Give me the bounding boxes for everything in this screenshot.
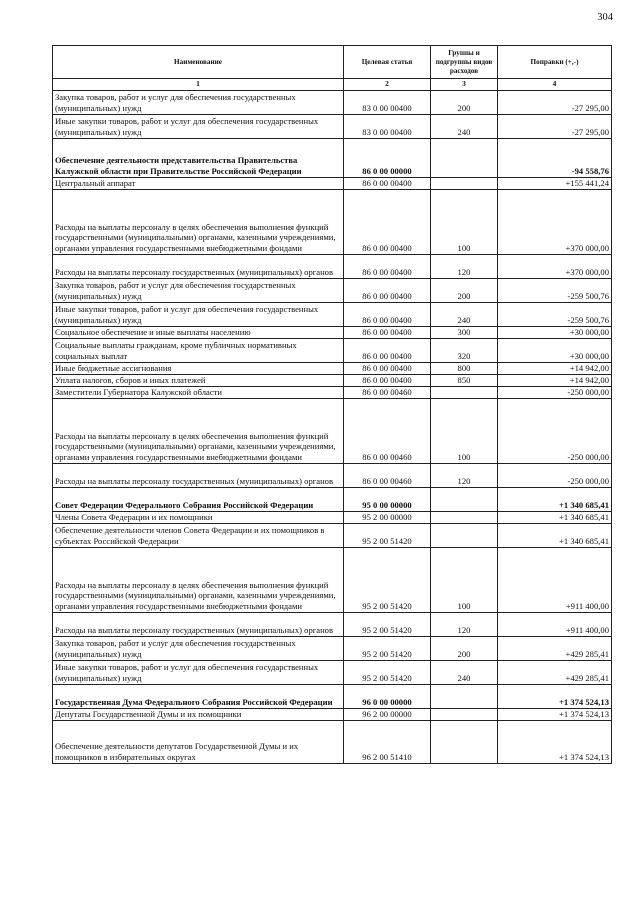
row-group-code: 320 bbox=[431, 338, 498, 362]
row-name: Расходы на выплаты персоналу в целях обеспечения выполнения функций государственными (муниципальными) органами, казенными учреждениями, органами управления государственными внебюджетными фондами bbox=[53, 547, 344, 612]
table-row bbox=[53, 302, 612, 326]
table-row bbox=[53, 547, 612, 612]
column-number-row bbox=[53, 79, 612, 91]
row-group-code: 240 bbox=[431, 660, 498, 684]
row-group-code: 120 bbox=[431, 254, 498, 278]
row-target-code: 86 0 00 00400 bbox=[344, 254, 431, 278]
column-number: 1 bbox=[53, 79, 344, 91]
row-name: Заместители Губернатора Калужской области bbox=[53, 386, 344, 398]
row-target-code: 95 2 00 00000 bbox=[344, 511, 431, 523]
row-group-code: 100 bbox=[431, 398, 498, 463]
row-target-code: 86 0 00 00400 bbox=[344, 374, 431, 386]
row-target-code: 96 2 00 00000 bbox=[344, 708, 431, 720]
budget-amendments-table bbox=[52, 45, 612, 764]
row-amount: +911 400,00 bbox=[498, 547, 612, 612]
table-row bbox=[53, 463, 612, 487]
table-row bbox=[53, 326, 612, 338]
row-target-code: 95 2 00 51420 bbox=[344, 523, 431, 547]
row-group-code bbox=[431, 386, 498, 398]
row-target-code: 86 0 00 00460 bbox=[344, 463, 431, 487]
table-row bbox=[53, 254, 612, 278]
table-row bbox=[53, 660, 612, 684]
row-amount: -250 000,00 bbox=[498, 398, 612, 463]
table-row bbox=[53, 177, 612, 189]
row-name: Депутаты Государственной Думы и их помощники bbox=[53, 708, 344, 720]
row-name: Иные закупки товаров, работ и услуг для обеспечения государственных (муниципальных) нужд bbox=[53, 302, 344, 326]
row-target-code: 86 0 00 00400 bbox=[344, 302, 431, 326]
header-row bbox=[53, 46, 612, 79]
header-target: Целевая статья bbox=[344, 46, 431, 79]
table-row bbox=[53, 612, 612, 636]
table-row bbox=[53, 114, 612, 138]
table-row bbox=[53, 278, 612, 302]
row-name: Иные закупки товаров, работ и услуг для обеспечения государственных (муниципальных) нужд bbox=[53, 660, 344, 684]
row-target-code: 86 0 00 00400 bbox=[344, 189, 431, 254]
row-amount: +155 441,24 bbox=[498, 177, 612, 189]
row-amount: -94 558,76 bbox=[498, 138, 612, 177]
table-row bbox=[53, 708, 612, 720]
row-group-code: 850 bbox=[431, 374, 498, 386]
row-amount: -259 500,76 bbox=[498, 278, 612, 302]
column-number: 3 bbox=[431, 79, 498, 91]
row-amount: -259 500,76 bbox=[498, 302, 612, 326]
row-target-code: 83 0 00 00400 bbox=[344, 90, 431, 114]
row-amount: +1 374 524,13 bbox=[498, 708, 612, 720]
row-target-code: 86 0 00 00400 bbox=[344, 338, 431, 362]
row-name: Расходы на выплаты персоналу в целях обеспечения выполнения функций государственными (муниципальными) органами, казенными учреждениями, органами управления государственными внебюджетными фондами bbox=[53, 189, 344, 254]
row-target-code: 86 0 00 00400 bbox=[344, 362, 431, 374]
row-group-code bbox=[431, 138, 498, 177]
row-group-code: 100 bbox=[431, 547, 498, 612]
table-row bbox=[53, 487, 612, 511]
row-target-code: 96 2 00 51410 bbox=[344, 720, 431, 763]
row-group-code bbox=[431, 177, 498, 189]
row-name: Закупка товаров, работ и услуг для обеспечения государственных (муниципальных) нужд bbox=[53, 90, 344, 114]
row-name: Закупка товаров, работ и услуг для обеспечения государственных (муниципальных) нужд bbox=[53, 636, 344, 660]
row-group-code bbox=[431, 487, 498, 511]
row-target-code: 95 0 00 00000 bbox=[344, 487, 431, 511]
page-number: 304 bbox=[597, 12, 613, 23]
row-group-code bbox=[431, 523, 498, 547]
row-group-code: 240 bbox=[431, 302, 498, 326]
header-name: Наименование bbox=[53, 46, 344, 79]
row-group-code: 200 bbox=[431, 278, 498, 302]
row-name: Совет Федерации Федерального Собрания Российской Федерации bbox=[53, 487, 344, 511]
row-group-code bbox=[431, 684, 498, 708]
row-name: Иные закупки товаров, работ и услуг для обеспечения государственных (муниципальных) нужд bbox=[53, 114, 344, 138]
row-name: Обеспечение деятельности депутатов Государственной Думы и их помощников в избирательных округах bbox=[53, 720, 344, 763]
row-group-code: 120 bbox=[431, 612, 498, 636]
row-amount: -250 000,00 bbox=[498, 463, 612, 487]
table-row bbox=[53, 138, 612, 177]
row-group-code bbox=[431, 511, 498, 523]
row-target-code: 86 0 00 00400 bbox=[344, 326, 431, 338]
row-target-code: 95 2 00 51420 bbox=[344, 660, 431, 684]
row-target-code: 95 2 00 51420 bbox=[344, 547, 431, 612]
row-name: Социальные выплаты гражданам, кроме публичных нормативных социальных выплат bbox=[53, 338, 344, 362]
row-name: Уплата налогов, сборов и иных платежей bbox=[53, 374, 344, 386]
row-amount: +1 340 685,41 bbox=[498, 523, 612, 547]
row-amount: +370 000,00 bbox=[498, 189, 612, 254]
row-amount: +911 400,00 bbox=[498, 612, 612, 636]
row-amount: +14 942,00 bbox=[498, 374, 612, 386]
row-group-code bbox=[431, 720, 498, 763]
row-name: Члены Совета Федерации и их помощники bbox=[53, 511, 344, 523]
row-amount: +429 285,41 bbox=[498, 636, 612, 660]
row-amount: +1 374 524,13 bbox=[498, 684, 612, 708]
table-row bbox=[53, 720, 612, 763]
table-row bbox=[53, 374, 612, 386]
row-group-code: 240 bbox=[431, 114, 498, 138]
table-row bbox=[53, 398, 612, 463]
row-target-code: 86 0 00 00460 bbox=[344, 398, 431, 463]
row-name: Расходы на выплаты персоналу государственных (муниципальных) органов bbox=[53, 254, 344, 278]
row-target-code: 86 0 00 00400 bbox=[344, 278, 431, 302]
table-row bbox=[53, 636, 612, 660]
row-group-code bbox=[431, 708, 498, 720]
row-amount: +1 340 685,41 bbox=[498, 511, 612, 523]
table-row bbox=[53, 523, 612, 547]
column-number: 4 bbox=[498, 79, 612, 91]
row-name: Социальное обеспечение и иные выплаты населению bbox=[53, 326, 344, 338]
row-name: Расходы на выплаты персоналу государственных (муниципальных) органов bbox=[53, 463, 344, 487]
row-amount: +429 285,41 bbox=[498, 660, 612, 684]
table-row bbox=[53, 684, 612, 708]
row-name: Обеспечение деятельности представительства Правительства Калужской области при Правительстве Российской Федерации bbox=[53, 138, 344, 177]
row-amount: +1 374 524,13 bbox=[498, 720, 612, 763]
header-amendments: Поправки (+,-) bbox=[498, 46, 612, 79]
row-name: Государственная Дума Федерального Собрания Российской Федерации bbox=[53, 684, 344, 708]
table-row bbox=[53, 90, 612, 114]
row-group-code: 300 bbox=[431, 326, 498, 338]
row-group-code: 800 bbox=[431, 362, 498, 374]
row-name: Расходы на выплаты персоналу государственных (муниципальных) органов bbox=[53, 612, 344, 636]
row-amount: +1 340 685,41 bbox=[498, 487, 612, 511]
table-row bbox=[53, 189, 612, 254]
table-row bbox=[53, 511, 612, 523]
row-target-code: 96 0 00 00000 bbox=[344, 684, 431, 708]
table-row bbox=[53, 386, 612, 398]
header-groups: Группы и подгруппы видов расходов bbox=[431, 46, 498, 79]
row-group-code: 200 bbox=[431, 90, 498, 114]
row-target-code: 95 2 00 51420 bbox=[344, 636, 431, 660]
row-amount: +30 000,00 bbox=[498, 338, 612, 362]
column-number: 2 bbox=[344, 79, 431, 91]
table-row bbox=[53, 362, 612, 374]
row-amount: -27 295,00 bbox=[498, 90, 612, 114]
row-name: Обеспечение деятельности членов Совета Федерации и их помощников в субъектах Российской Федерации bbox=[53, 523, 344, 547]
row-group-code: 200 bbox=[431, 636, 498, 660]
row-name: Центральный аппарат bbox=[53, 177, 344, 189]
row-group-code: 120 bbox=[431, 463, 498, 487]
row-amount: +30 000,00 bbox=[498, 326, 612, 338]
table-row bbox=[53, 338, 612, 362]
row-target-code: 86 0 00 00000 bbox=[344, 138, 431, 177]
row-amount: +14 942,00 bbox=[498, 362, 612, 374]
row-target-code: 86 0 00 00400 bbox=[344, 177, 431, 189]
row-group-code: 100 bbox=[431, 189, 498, 254]
row-target-code: 83 0 00 00400 bbox=[344, 114, 431, 138]
row-amount: -27 295,00 bbox=[498, 114, 612, 138]
row-name: Расходы на выплаты персоналу в целях обеспечения выполнения функций государственными (муниципальными) органами, казенными учреждениями, органами управления государственными внебюджетными фондами bbox=[53, 398, 344, 463]
row-name: Закупка товаров, работ и услуг для обеспечения государственных (муниципальных) нужд bbox=[53, 278, 344, 302]
row-target-code: 86 0 00 00460 bbox=[344, 386, 431, 398]
row-amount: -250 000,00 bbox=[498, 386, 612, 398]
row-name: Иные бюджетные ассигнования bbox=[53, 362, 344, 374]
row-target-code: 95 2 00 51420 bbox=[344, 612, 431, 636]
row-amount: +370 000,00 bbox=[498, 254, 612, 278]
